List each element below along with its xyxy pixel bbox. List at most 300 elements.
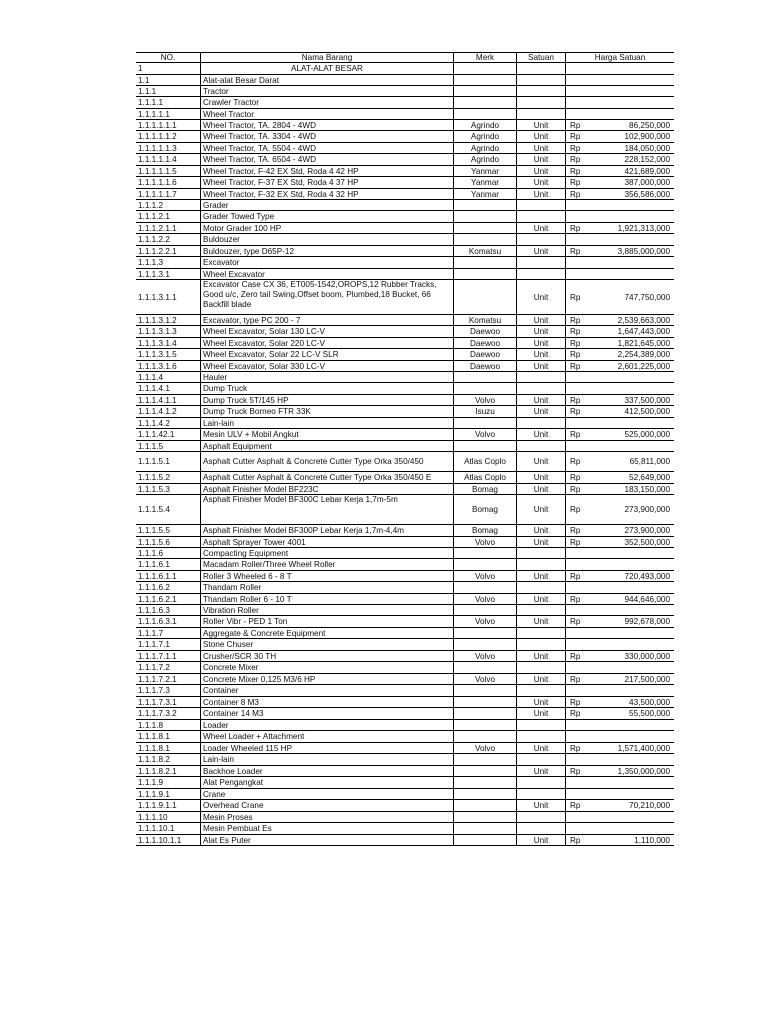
table-row xyxy=(136,441,674,452)
row-currency xyxy=(566,234,588,245)
table-row xyxy=(136,616,674,628)
row-nama-barang: Asphalt Cutter Asphalt & Concrete Cutter Type Orka 350/450 E xyxy=(200,472,454,483)
row-satuan: Unit xyxy=(516,349,566,360)
row-harga-satuan: 1,821,645,000 xyxy=(617,338,670,348)
table-row xyxy=(136,63,674,75)
row-nama-barang: Wheel Tractor, F-32 EX Std, Roda 4 32 HP xyxy=(200,189,454,199)
row-satuan: Unit xyxy=(516,697,566,707)
row-merk: Volvo xyxy=(474,651,496,661)
row-currency: Rp xyxy=(570,594,581,604)
row-nama-barang: Vibration Roller xyxy=(200,605,454,615)
row-satuan: Unit xyxy=(516,835,566,845)
header-merk: Merk xyxy=(475,53,495,62)
row-nama-barang: Compacting Equipment xyxy=(200,548,454,558)
row-satuan: Unit xyxy=(516,406,566,417)
row-currency: Rp xyxy=(570,350,581,359)
row-number: 1.1.1.2.1.1 xyxy=(138,223,177,233)
row-harga-satuan: 412,500,000 xyxy=(624,407,670,416)
row-nama-barang: Alat-alat Besar Darat xyxy=(200,75,454,85)
table-body xyxy=(136,63,674,846)
row-merk xyxy=(454,257,516,268)
table-row xyxy=(136,800,674,812)
row-number: 1.1.1.3.1.1 xyxy=(138,292,177,302)
row-satuan xyxy=(516,234,566,245)
row-nama-barang: Buldouzer xyxy=(200,234,454,245)
row-currency: Rp xyxy=(570,571,581,581)
table-row xyxy=(136,548,674,559)
row-harga-satuan: 273,900,000 xyxy=(624,505,670,514)
row-satuan: Unit xyxy=(516,246,566,256)
row-merk: Volvo xyxy=(474,537,496,547)
table-row xyxy=(136,812,674,823)
row-currency xyxy=(566,63,588,74)
row-satuan: Unit xyxy=(516,800,566,811)
row-nama-barang: Tractor xyxy=(200,86,454,96)
row-currency: Rp xyxy=(570,143,581,153)
row-harga-satuan: 52,649,000 xyxy=(629,473,670,482)
row-harga-satuan xyxy=(588,257,674,268)
row-nama-barang: Wheel Tractor, TA. 5504 - 4WD xyxy=(200,143,454,153)
table-row xyxy=(136,189,674,200)
row-merk xyxy=(454,418,516,428)
row-merk xyxy=(454,109,516,119)
row-satuan: Unit xyxy=(516,223,566,233)
row-harga-satuan xyxy=(588,812,674,822)
row-currency: Rp xyxy=(570,166,581,176)
row-merk: Volvo xyxy=(474,674,496,684)
row-merk: Atlas Coplo xyxy=(464,457,506,466)
table-row xyxy=(136,120,674,131)
table-row xyxy=(136,720,674,731)
row-number: 1.1.1.1.1.6 xyxy=(138,178,177,187)
table-row xyxy=(136,315,674,326)
table-row xyxy=(136,472,674,484)
table-row xyxy=(136,246,674,257)
row-nama-barang: Asphalt Sprayer Tower 4001 xyxy=(200,537,454,547)
row-merk xyxy=(454,800,516,811)
row-satuan xyxy=(516,383,566,394)
table-row xyxy=(136,685,674,697)
row-merk: Komatsu xyxy=(468,315,502,325)
row-number: 1.1.1.1.1.5 xyxy=(138,166,177,176)
table-row xyxy=(136,429,674,441)
row-number: 1.1.1.9.1 xyxy=(138,789,170,799)
row-number: 1.1.1.3.1.4 xyxy=(138,338,177,348)
row-currency: Rp xyxy=(570,292,581,302)
row-harga-satuan xyxy=(588,86,674,96)
row-satuan: Unit xyxy=(516,484,566,494)
row-satuan xyxy=(516,200,566,210)
row-merk xyxy=(454,697,516,707)
row-merk: Daewoo xyxy=(469,361,501,371)
row-harga-satuan: 55,500,000 xyxy=(629,709,670,718)
row-currency: Rp xyxy=(570,361,581,371)
table-row xyxy=(136,777,674,789)
table-header-row xyxy=(136,52,674,63)
row-number: 1.1.1.3.1.6 xyxy=(138,361,177,371)
row-satuan xyxy=(516,418,566,428)
row-merk xyxy=(454,234,516,245)
row-harga-satuan: 86,250,000 xyxy=(629,120,670,130)
row-nama-barang: Asphalt Finisher Model BF300P Lebar Kerja 1,7m-4,4m xyxy=(200,525,454,536)
header-satuan: Satuan xyxy=(516,53,566,62)
row-currency xyxy=(566,731,588,742)
row-nama-barang: Overhead Crane xyxy=(200,800,454,811)
row-currency: Rp xyxy=(570,223,581,233)
row-harga-satuan: 2,539,663,000 xyxy=(617,315,670,325)
row-currency: Rp xyxy=(570,484,581,494)
row-nama-barang: Grader Towed Type xyxy=(200,211,454,222)
row-nama-barang: Wheel Tractor xyxy=(200,109,454,119)
row-harga-satuan: 337,500,000 xyxy=(624,395,670,405)
row-harga-satuan xyxy=(588,109,674,119)
row-number: 1.1.1.4 xyxy=(138,372,164,382)
row-harga-satuan: 2,601,225,000 xyxy=(617,361,670,371)
row-satuan xyxy=(516,685,566,696)
row-nama-barang: Crusher/SCR 30 TH xyxy=(200,651,454,661)
row-currency: Rp xyxy=(570,617,581,626)
row-satuan: Unit xyxy=(516,189,566,199)
row-harga-satuan xyxy=(588,789,674,799)
row-number: 1.1.1.3.1.5 xyxy=(138,350,177,359)
row-satuan xyxy=(516,559,566,570)
row-number: 1.1.1.5.6 xyxy=(138,537,170,547)
row-harga-satuan: 352,500,000 xyxy=(624,537,670,547)
row-harga-satuan: 747,750,000 xyxy=(624,292,670,302)
row-satuan xyxy=(516,86,566,96)
row-satuan xyxy=(516,720,566,730)
header-no: NO. xyxy=(160,53,176,62)
row-number: 1.1.1.6.1 xyxy=(138,560,170,569)
row-satuan xyxy=(516,109,566,119)
row-satuan: Unit xyxy=(516,177,566,188)
table-row xyxy=(136,484,674,495)
header-harga-satuan: Harga Satuan xyxy=(594,53,646,62)
row-satuan: Unit xyxy=(516,452,566,471)
row-harga-satuan: 273,900,000 xyxy=(624,526,670,535)
row-number: 1.1.1 xyxy=(138,86,157,96)
row-nama-barang: Aggregate & Concrete Equipment xyxy=(200,628,454,638)
table-row xyxy=(136,662,674,674)
row-number: 1.1.1.3.1.2 xyxy=(138,315,177,325)
row-harga-satuan: 1,571,400,000 xyxy=(617,743,670,753)
table-row xyxy=(136,582,674,594)
row-harga-satuan: 330,000,000 xyxy=(624,651,670,661)
row-merk: Volvo xyxy=(474,617,496,626)
row-nama-barang: Hauler xyxy=(200,372,454,382)
row-satuan xyxy=(516,372,566,382)
row-satuan: Unit xyxy=(516,472,566,483)
row-currency: Rp xyxy=(570,327,581,336)
row-harga-satuan xyxy=(588,441,674,451)
row-nama-barang: Crane xyxy=(200,789,454,799)
row-harga-satuan: 1,350,000,000 xyxy=(617,766,670,776)
row-harga-satuan xyxy=(588,823,674,834)
row-currency xyxy=(566,754,588,765)
row-satuan xyxy=(516,582,566,593)
table-row xyxy=(136,605,674,616)
row-harga-satuan xyxy=(588,685,674,696)
table-row xyxy=(136,651,674,662)
row-satuan: Unit xyxy=(516,594,566,604)
row-number: 1.1.1.6 xyxy=(138,548,164,558)
row-harga-satuan: 992,678,000 xyxy=(624,617,670,626)
row-merk xyxy=(454,200,516,210)
table-row xyxy=(136,166,674,177)
row-number: 1.1.1.42.1 xyxy=(138,430,175,439)
row-number: 1.1.1.10 xyxy=(138,812,168,822)
row-number: 1.1.1.7.1.1 xyxy=(138,651,177,661)
row-currency xyxy=(566,383,588,394)
row-satuan xyxy=(516,639,566,650)
row-nama-barang: Alat Pengangkat xyxy=(200,777,454,788)
row-nama-barang: Buldouzer, type D65P-12 xyxy=(200,246,454,256)
row-merk xyxy=(454,280,516,314)
row-harga-satuan: 228,152,000 xyxy=(624,155,670,164)
row-number: 1.1.1.10.1.1 xyxy=(138,835,182,845)
row-nama-barang: Mesin Pembuat Es xyxy=(200,823,454,834)
table-row xyxy=(136,200,674,211)
row-nama-barang: Roller 3 Wheeled 6 - 8 T xyxy=(200,571,454,581)
table-row xyxy=(136,418,674,429)
row-merk: Volvo xyxy=(474,571,496,581)
row-merk: Isuzu xyxy=(475,407,495,416)
row-currency: Rp xyxy=(570,315,581,325)
row-harga-satuan: 525,000,000 xyxy=(624,430,670,439)
row-satuan xyxy=(516,628,566,638)
table-row xyxy=(136,97,674,109)
row-currency: Rp xyxy=(570,743,581,753)
row-merk xyxy=(454,211,516,222)
row-currency: Rp xyxy=(570,132,581,141)
table-row xyxy=(136,525,674,537)
row-number: 1.1.1.4.2 xyxy=(138,418,170,428)
row-satuan: Unit xyxy=(516,525,566,536)
row-nama-barang: Lain-lain xyxy=(200,418,454,428)
table-row xyxy=(136,154,674,166)
row-harga-satuan: 387,000,000 xyxy=(624,178,670,187)
row-currency xyxy=(566,685,588,696)
table-row xyxy=(136,571,674,582)
row-number: 1.1.1.5 xyxy=(138,441,164,451)
row-currency: Rp xyxy=(570,457,581,466)
row-number: 1.1.1.7.2 xyxy=(138,663,170,672)
row-currency: Rp xyxy=(570,189,581,199)
row-merk xyxy=(454,777,516,788)
row-currency xyxy=(566,628,588,638)
row-nama-barang: Container 14 M3 xyxy=(200,708,454,719)
table-row xyxy=(136,697,674,708)
row-merk xyxy=(454,720,516,730)
row-number: 1.1.1.3 xyxy=(138,258,164,267)
header-nama-barang: Nama Barang xyxy=(200,53,454,62)
row-currency xyxy=(566,109,588,119)
row-satuan: Unit xyxy=(516,495,566,524)
row-number: 1.1.1.1.1.7 xyxy=(138,189,177,199)
row-harga-satuan: 70,210,000 xyxy=(629,801,670,810)
row-merk xyxy=(454,823,516,834)
table-row xyxy=(136,743,674,754)
row-merk: Daewoo xyxy=(469,338,501,348)
row-nama-barang: Concrete Mixer 0,125 M3/6 HP xyxy=(200,674,454,684)
row-nama-barang: Mesin Proses xyxy=(200,812,454,822)
row-harga-satuan xyxy=(588,234,674,245)
row-merk xyxy=(454,789,516,799)
row-currency xyxy=(566,211,588,222)
row-nama-barang: Roller Vibr - PED 1 Ton xyxy=(200,616,454,627)
row-number: 1.1.1.2.2 xyxy=(138,235,170,244)
row-number: 1.1.1.7.3 xyxy=(138,686,170,695)
row-number: 1.1.1.9.1.1 xyxy=(138,801,177,810)
table-row xyxy=(136,234,674,246)
row-satuan: Unit xyxy=(516,280,566,314)
row-nama-barang: Wheel Excavator, Solar 220 LC-V xyxy=(200,338,454,348)
row-merk xyxy=(454,223,516,233)
row-harga-satuan xyxy=(588,628,674,638)
row-currency xyxy=(566,418,588,428)
row-satuan: Unit xyxy=(516,395,566,405)
row-satuan: Unit xyxy=(516,326,566,337)
row-nama-barang: Asphalt Equipment xyxy=(200,441,454,451)
row-harga-satuan: 3,885,000,000 xyxy=(617,246,670,256)
row-merk xyxy=(454,441,516,451)
row-satuan xyxy=(516,269,566,279)
row-nama-barang: Container 8 M3 xyxy=(200,697,454,707)
row-merk xyxy=(454,731,516,742)
row-nama-barang: Crawler Tractor xyxy=(200,97,454,108)
row-merk: Volvo xyxy=(474,743,496,753)
row-number: 1.1.1.4.1.2 xyxy=(138,407,177,416)
row-satuan xyxy=(516,63,566,74)
row-currency: Rp xyxy=(570,835,581,845)
table-row xyxy=(136,349,674,361)
row-currency xyxy=(566,777,588,788)
row-number: 1.1.1.4.1.1 xyxy=(138,395,177,405)
row-merk: Daewoo xyxy=(469,350,501,359)
row-satuan: Unit xyxy=(516,708,566,719)
row-nama-barang: Excavator Case CX 36, ET005-1542,OROPS,12 Rubber Tracks, Good u/c, Zero tail Swing,Offset boom, Plumbed,18 Bucket, 66 Backfill blade xyxy=(200,280,454,314)
table-row xyxy=(136,452,674,472)
row-number: 1.1.1.3.1 xyxy=(138,269,170,279)
row-nama-barang: Dump Truck 5T/145 HP xyxy=(200,395,454,405)
table-row xyxy=(136,731,674,743)
row-currency xyxy=(566,548,588,558)
row-harga-satuan: 1,110,000 xyxy=(634,835,670,845)
table-row xyxy=(136,361,674,372)
row-merk: Agrindo xyxy=(470,120,500,130)
row-nama-barang: Wheel Excavator xyxy=(200,269,454,279)
row-currency: Rp xyxy=(570,766,581,776)
row-merk xyxy=(454,662,516,673)
row-number: 1 xyxy=(138,64,143,73)
row-harga-satuan xyxy=(588,211,674,222)
table-row xyxy=(136,269,674,280)
row-number: 1.1.1.7 xyxy=(138,628,164,638)
row-harga-satuan xyxy=(588,75,674,85)
table-row xyxy=(136,75,674,86)
row-number: 1.1.1.1.1.1 xyxy=(138,120,177,130)
row-satuan xyxy=(516,812,566,822)
row-number: 1.1.1.5.5 xyxy=(138,526,170,535)
row-currency xyxy=(566,559,588,570)
row-nama-barang: Wheel Tractor, TA. 2804 - 4WD xyxy=(200,120,454,130)
row-nama-barang: Grader xyxy=(200,200,454,210)
table-row xyxy=(136,835,674,846)
row-number: 1.1.1.1.1.2 xyxy=(138,132,177,141)
table-row xyxy=(136,537,674,548)
row-merk xyxy=(454,628,516,638)
row-harga-satuan xyxy=(588,200,674,210)
row-number: 1.1.1.5.4 xyxy=(138,505,170,514)
row-satuan: Unit xyxy=(516,429,566,440)
row-harga-satuan: 102,900,000 xyxy=(624,132,670,141)
row-currency: Rp xyxy=(570,430,581,439)
row-nama-barang: Dump Truck Borneo FTR 33K xyxy=(200,406,454,417)
row-currency xyxy=(566,269,588,279)
row-nama-barang: Loader xyxy=(200,720,454,730)
table-row xyxy=(136,406,674,418)
row-number: 1.1.1.7.3.1 xyxy=(138,697,177,707)
row-merk xyxy=(454,708,516,719)
row-currency xyxy=(566,812,588,822)
row-nama-barang: Excavator, type PC 200 - 7 xyxy=(200,315,454,325)
table-row xyxy=(136,383,674,395)
row-nama-barang: Container xyxy=(200,685,454,696)
row-currency: Rp xyxy=(570,407,581,416)
table-row xyxy=(136,131,674,143)
row-merk: Volvo xyxy=(474,430,496,439)
row-harga-satuan xyxy=(588,269,674,279)
table-row xyxy=(136,143,674,154)
row-number: 1.1.1.7.2.1 xyxy=(138,674,177,684)
row-harga-satuan xyxy=(588,720,674,730)
table-row xyxy=(136,211,674,223)
row-nama-barang: Motor Grader 100 HP xyxy=(200,223,454,233)
row-harga-satuan: 217,500,000 xyxy=(624,674,670,684)
table-row xyxy=(136,372,674,383)
row-satuan xyxy=(516,823,566,834)
row-merk: Yanmar xyxy=(470,178,500,187)
table-row xyxy=(136,109,674,120)
row-currency xyxy=(566,582,588,593)
row-merk xyxy=(454,75,516,85)
row-number: 1.1.1.2.1 xyxy=(138,212,170,221)
row-satuan: Unit xyxy=(516,571,566,581)
row-merk: Bomag xyxy=(472,505,498,514)
row-number: 1.1 xyxy=(138,75,150,85)
table-row xyxy=(136,559,674,571)
row-currency xyxy=(566,257,588,268)
row-number: 1.1.1.6.3.1 xyxy=(138,617,177,626)
row-number: 1.1.1.1 xyxy=(138,98,164,107)
row-number: 1.1.1.7.3.2 xyxy=(138,709,177,718)
row-number: 1.1.1.1.1 xyxy=(138,109,170,119)
row-number: 1.1.1.6.1.1 xyxy=(138,571,177,581)
row-merk: Komatsu xyxy=(468,246,502,256)
row-satuan xyxy=(516,731,566,742)
row-satuan xyxy=(516,211,566,222)
row-currency xyxy=(566,200,588,210)
row-satuan: Unit xyxy=(516,766,566,776)
table-row xyxy=(136,257,674,269)
row-satuan xyxy=(516,662,566,673)
row-merk: Volvo xyxy=(474,594,496,604)
row-merk: Atlas Coplo xyxy=(464,473,506,482)
row-merk: Daewoo xyxy=(469,327,501,336)
row-currency: Rp xyxy=(570,178,581,187)
row-satuan xyxy=(516,257,566,268)
row-harga-satuan xyxy=(588,559,674,570)
